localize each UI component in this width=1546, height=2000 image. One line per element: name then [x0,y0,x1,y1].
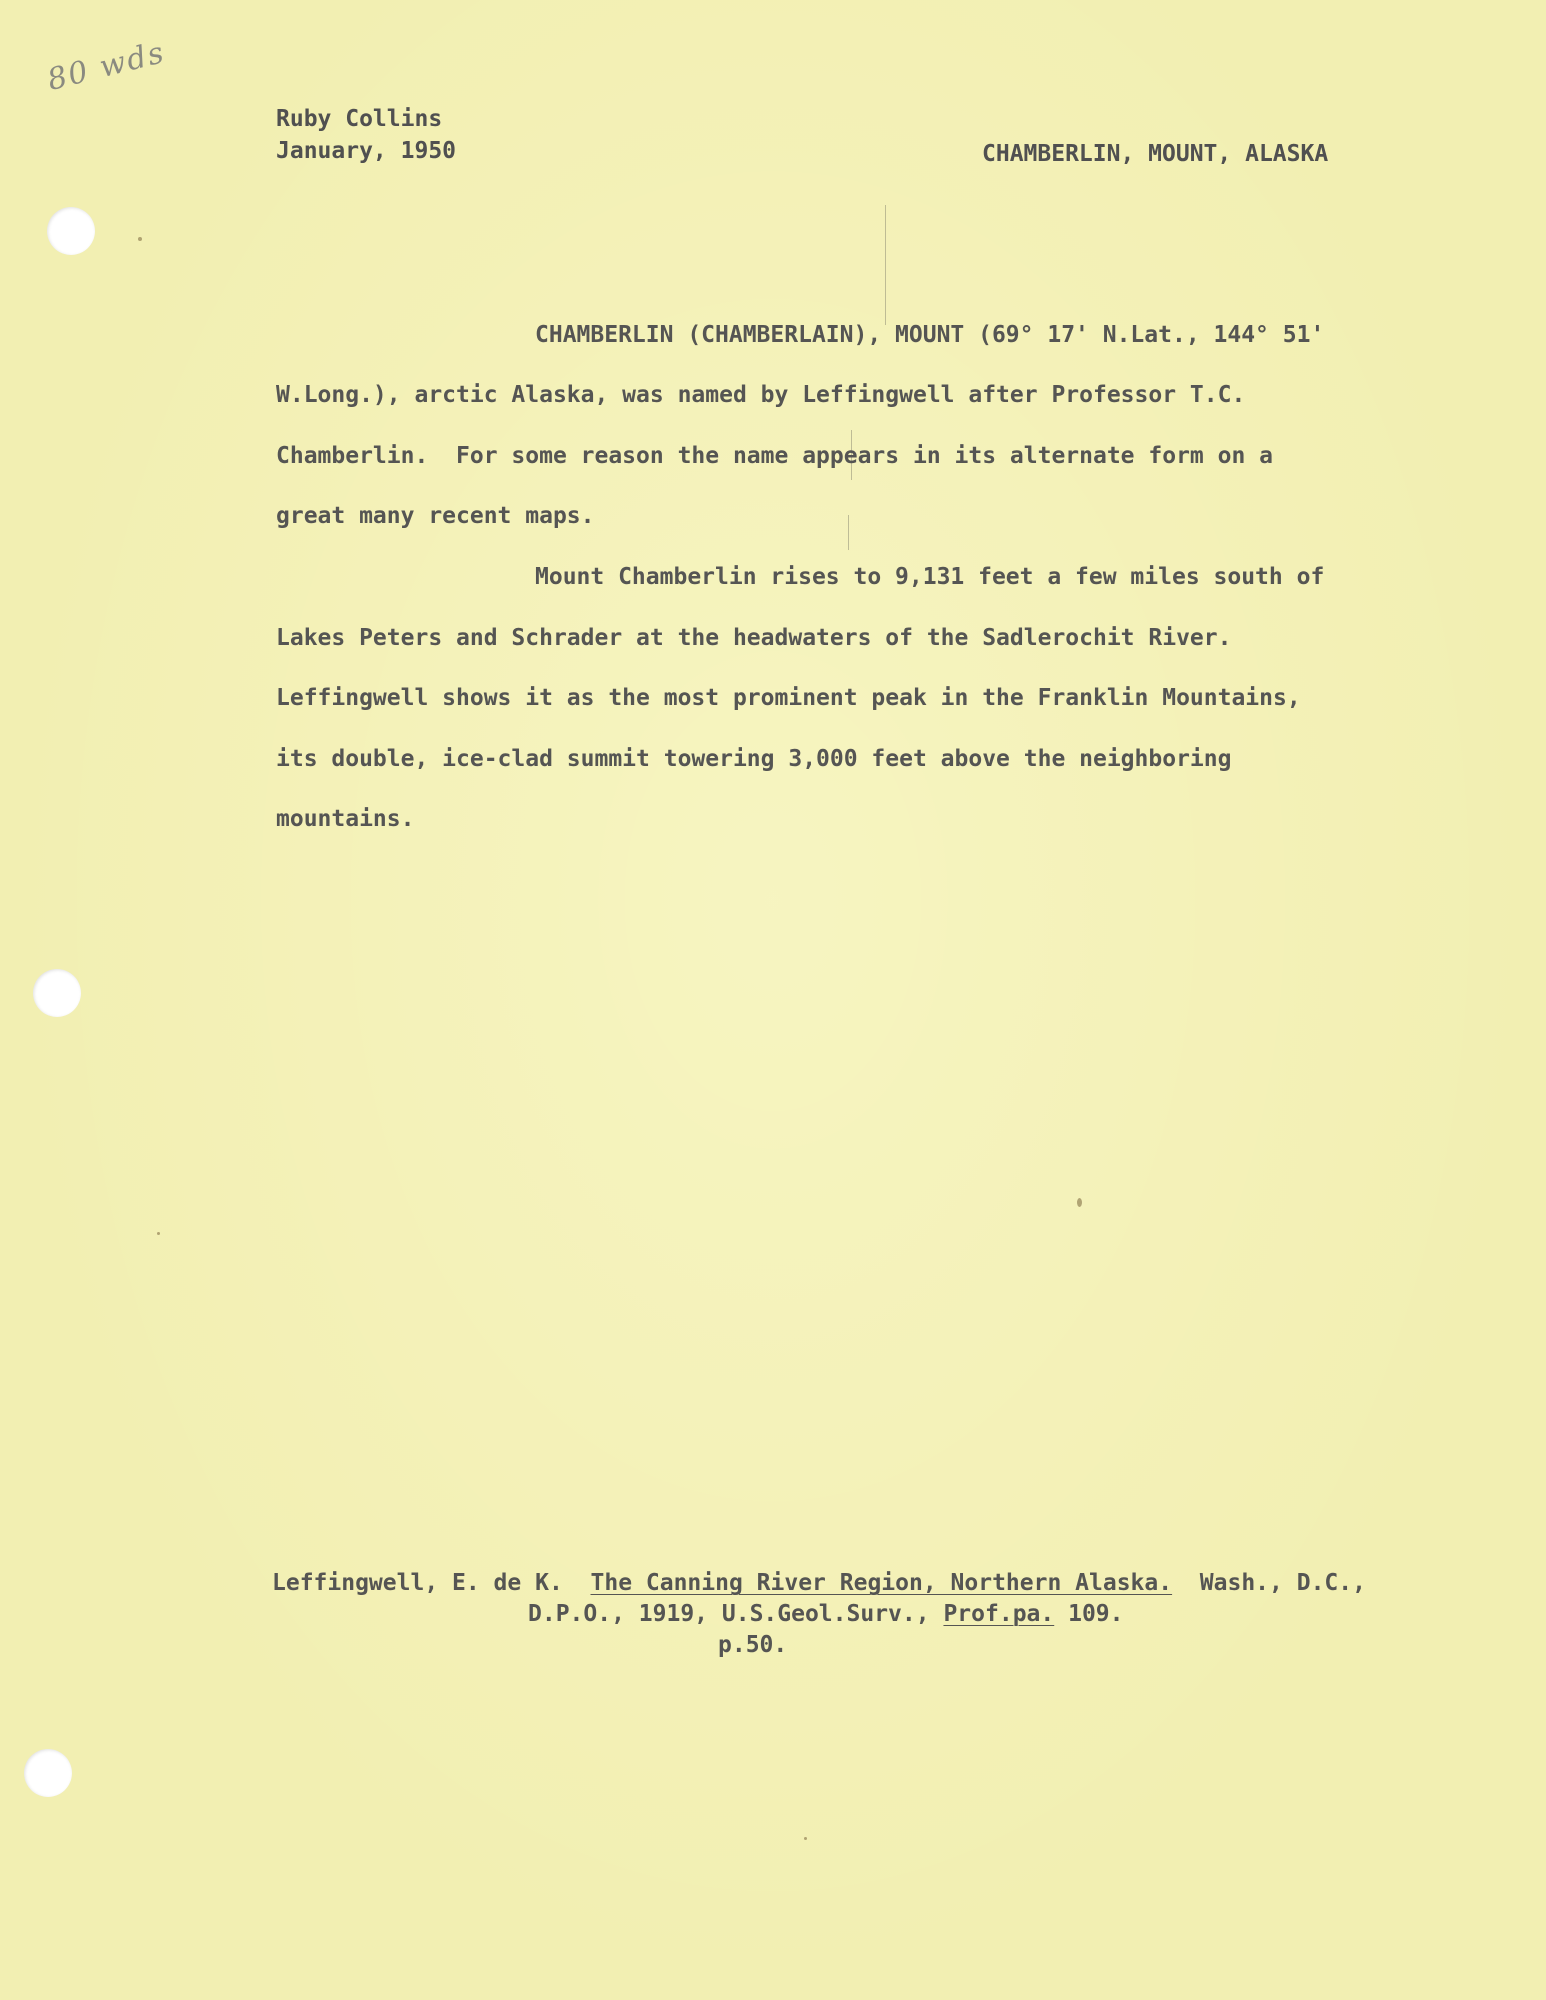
citation-series-title: Prof.pa. [943,1601,1055,1627]
body-line-3: Chamberlin. For some reason the name appears in its alternate form on a [276,443,1273,469]
punch-hole-top [47,207,95,255]
handwritten-word-count: 80 wds [44,34,169,98]
citation-number: 109. [1068,1601,1124,1627]
body-line-4: great many recent maps. [276,503,595,529]
paper-speck [804,1837,807,1840]
punch-hole-bottom [24,1749,72,1797]
citation-title: The Canning River Region, Northern Alaska. [590,1570,1173,1596]
body-line-2: W.Long.), arctic Alaska, was named by Leffingwell after Professor T.C. [276,382,1246,408]
paper-speck [138,237,142,241]
entry-title: CHAMBERLIN, MOUNT, ALASKA [982,141,1329,167]
fold-mark [848,515,849,550]
body-line-1: CHAMBERLIN (CHAMBERLAIN), MOUNT (69° 17' N.Lat., 144° 51' [535,322,1325,348]
citation-page: p.50. [718,1632,788,1658]
punch-hole-middle [33,969,81,1017]
citation-series: U.S.Geol.Surv., [721,1601,930,1627]
paper-speck [157,1232,160,1235]
author-name: Ruby Collins [276,106,443,132]
body-line-5: Mount Chamberlin rises to 9,131 feet a few miles south of [535,564,1325,590]
document-date: January, 1950 [276,138,457,164]
fold-mark [885,205,886,325]
paper-speck [1077,1198,1082,1207]
citation-publisher: D.P.O., 1919, [528,1601,709,1627]
body-line-7: Leffingwell shows it as the most prominent peak in the Franklin Mountains, [276,685,1301,711]
citation-author: Leffingwell, E. de K. [272,1570,563,1596]
body-line-8: its double, ice-clad summit towering 3,000 feet above the neighboring [276,746,1232,772]
citation-place: Wash., D.C., [1199,1570,1366,1596]
body-line-6: Lakes Peters and Schrader at the headwaters of the Sadlerochit River. [276,625,1232,651]
citation-line-1 [272,1572,1366,1595]
citation-line-2 [528,1603,1123,1626]
body-line-9: mountains. [276,806,415,832]
